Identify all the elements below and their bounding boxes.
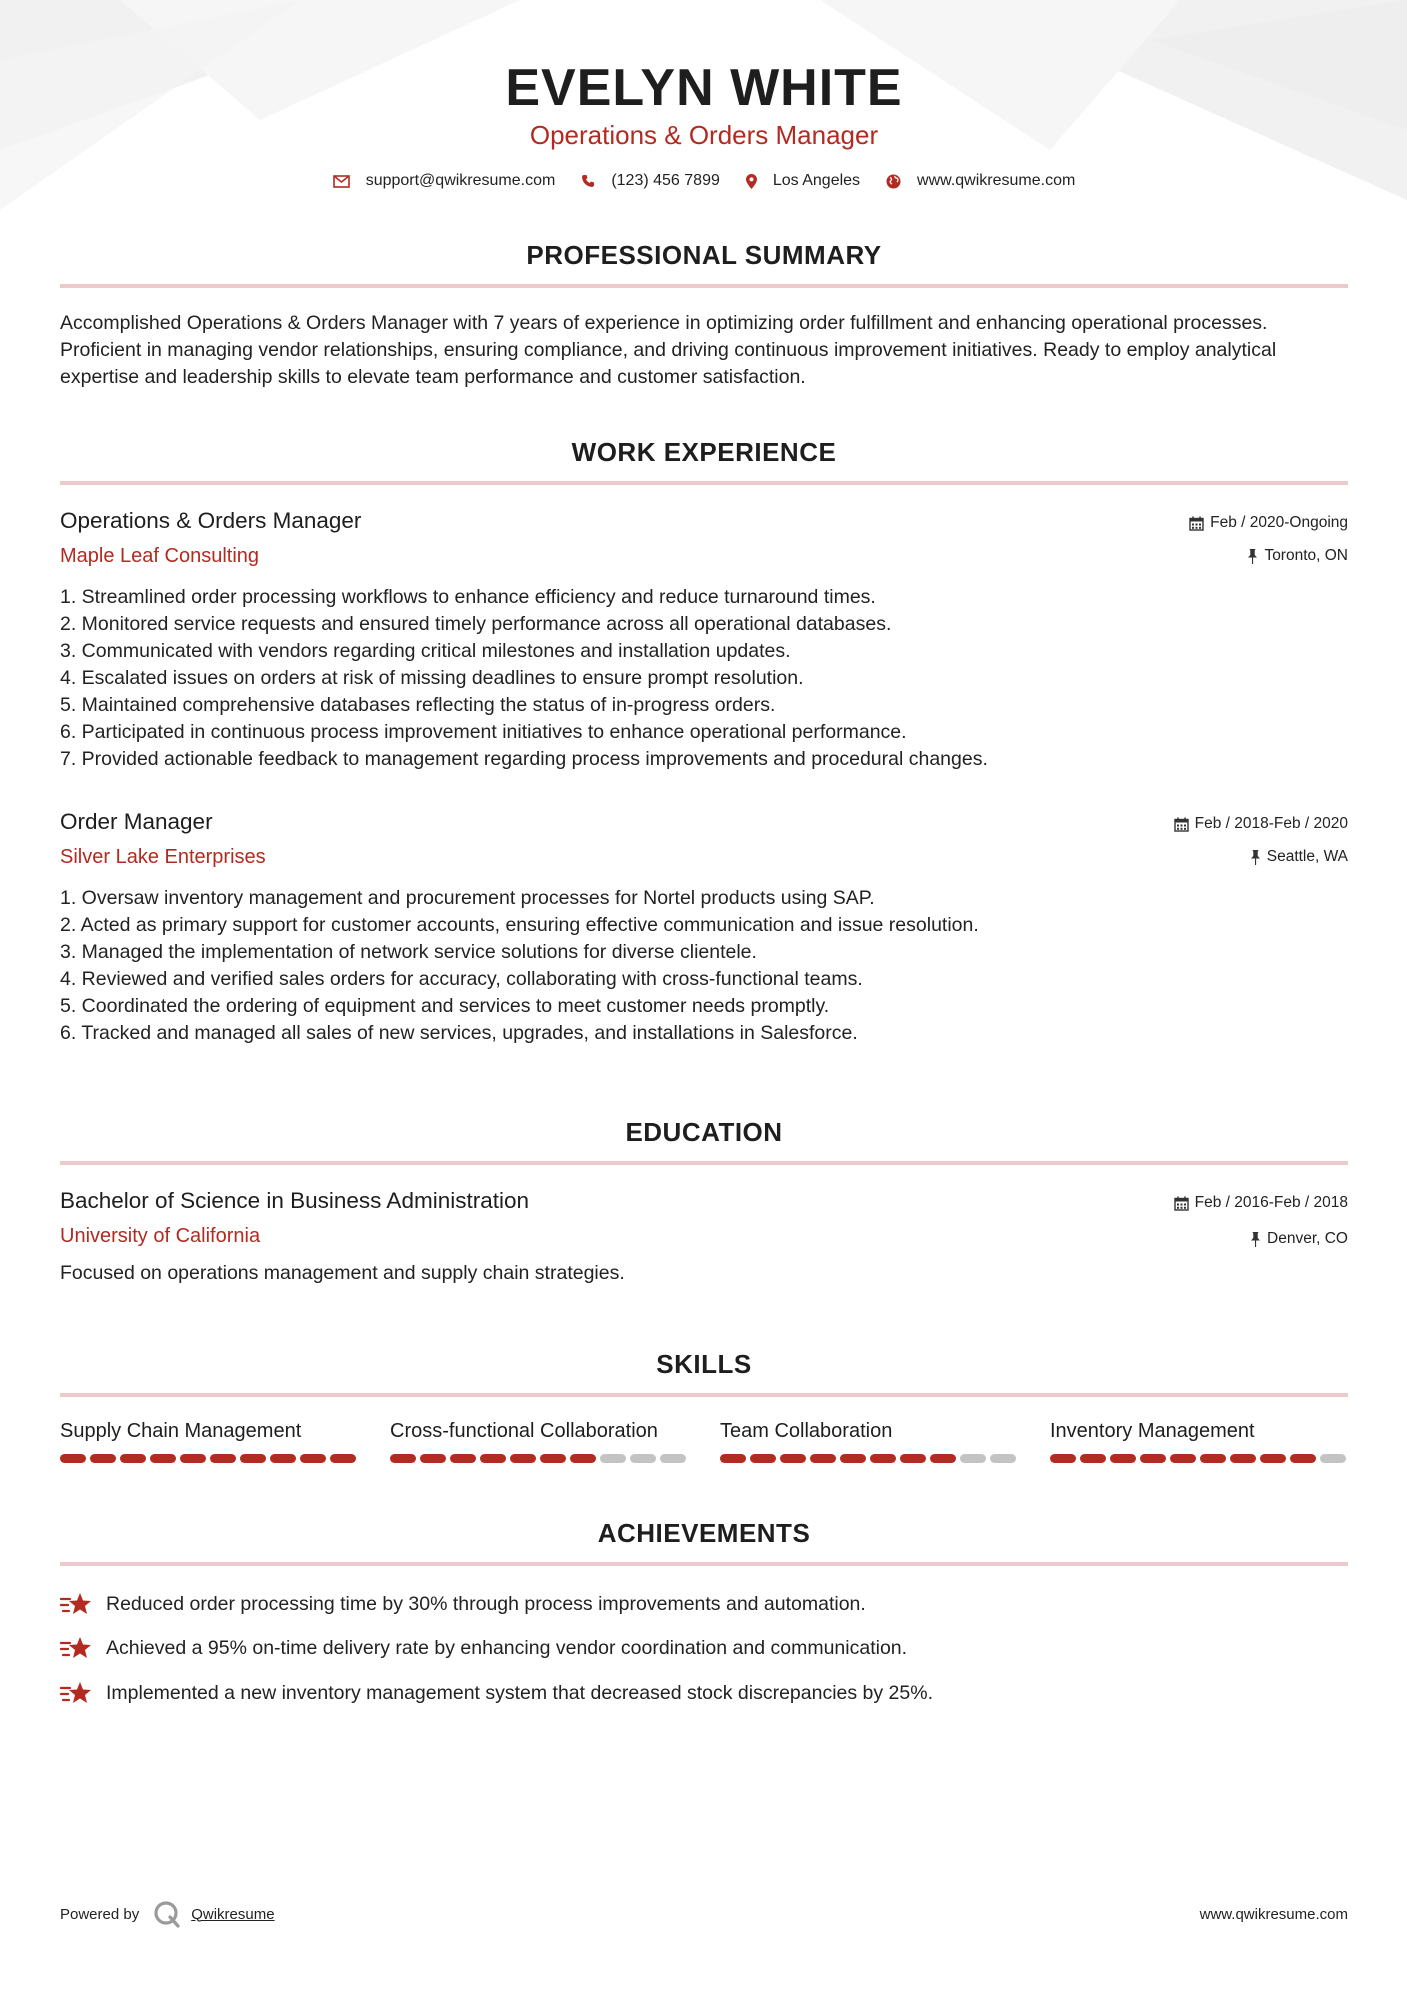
- achievement-text: Achieved a 95% on-time delivery rate by enhancing vendor coordination and communication.: [106, 1636, 908, 1659]
- qwikresume-logo-icon: [153, 1900, 181, 1928]
- globe-icon: [886, 174, 901, 189]
- education-location-text: Denver, CO: [1267, 1230, 1348, 1247]
- skill-segment-filled: [300, 1454, 326, 1463]
- skill-segment-filled: [870, 1454, 896, 1463]
- job-title: Operations & Orders Manager: [60, 508, 362, 533]
- skill-segment-filled: [1230, 1454, 1256, 1463]
- contact-location-text: Los Angeles: [772, 172, 861, 189]
- job-location: [1247, 547, 1348, 565]
- skill-name: Supply Chain Management: [60, 1420, 302, 1442]
- skill-segment-filled: [1050, 1454, 1076, 1463]
- skill-name: Cross-functional Collaboration: [390, 1420, 658, 1442]
- skill-segment-empty: [600, 1454, 626, 1463]
- candidate-title: Operations & Orders Manager: [529, 120, 879, 150]
- skill-segment-filled: [180, 1454, 206, 1463]
- skill-level-bar: [1050, 1454, 1350, 1463]
- skill-item: [720, 1420, 1020, 1443]
- contact-phone-text: (123) 456 7899: [611, 172, 720, 189]
- contact-bar: [60, 172, 1348, 190]
- skill-segment-filled: [720, 1454, 746, 1463]
- job-bullet: 6. Tracked and managed all sales of new services, upgrades, and installations in Salesforce.: [60, 1022, 858, 1044]
- phone-icon: [581, 174, 595, 188]
- skill-segment-filled: [1260, 1454, 1286, 1463]
- job-bullet: 4. Escalated issues on orders at risk of missing deadlines to ensure prompt resolution.: [60, 667, 804, 689]
- calendar-icon: [1174, 1196, 1189, 1211]
- skill-segment-filled: [930, 1454, 956, 1463]
- skill-segment-filled: [780, 1454, 806, 1463]
- job-location: [1250, 848, 1348, 866]
- skill-segment-filled: [270, 1454, 296, 1463]
- skill-segment-filled: [1200, 1454, 1226, 1463]
- skill-segment-filled: [60, 1454, 86, 1463]
- skill-segment-filled: [330, 1454, 356, 1463]
- education-location: [1250, 1230, 1348, 1248]
- candidate-name: EVELYN WHITE: [505, 59, 903, 117]
- skill-segment-filled: [90, 1454, 116, 1463]
- skill-item: [390, 1420, 690, 1443]
- job-date-text: Feb / 2020-Ongoing: [1210, 514, 1348, 531]
- education-school: University of California: [60, 1225, 261, 1247]
- skill-item: [1050, 1420, 1350, 1443]
- section-title-skills: SKILLS: [656, 1349, 752, 1379]
- shooting-star-icon: [60, 1591, 92, 1617]
- skill-segment-filled: [240, 1454, 266, 1463]
- footer-url[interactable]: www.qwikresume.com: [1199, 1906, 1348, 1923]
- job-bullet: 2. Monitored service requests and ensured timely performance across all operational databases.: [60, 613, 892, 635]
- skill-name: Team Collaboration: [720, 1420, 893, 1442]
- skill-segment-filled: [1140, 1454, 1166, 1463]
- contact-email[interactable]: [333, 172, 556, 190]
- education-degree: Bachelor of Science in Business Administration: [60, 1188, 529, 1213]
- job-company: Maple Leaf Consulting: [60, 545, 260, 567]
- skill-segment-filled: [840, 1454, 866, 1463]
- skill-name: Inventory Management: [1050, 1420, 1255, 1442]
- section-title-summary: PROFESSIONAL SUMMARY: [526, 240, 882, 270]
- job-bullet: 5. Coordinated the ordering of equipment and services to meet customer needs promptly.: [60, 995, 830, 1017]
- skill-segment-filled: [510, 1454, 536, 1463]
- qwikresume-brand-link[interactable]: Qwikresume: [191, 1905, 275, 1923]
- achievement-item: [60, 1680, 1348, 1706]
- skill-segment-empty: [960, 1454, 986, 1463]
- skill-segment-filled: [750, 1454, 776, 1463]
- contact-website[interactable]: [886, 172, 1075, 190]
- job-date-text: Feb / 2018-Feb / 2020: [1194, 815, 1348, 832]
- skill-segment-filled: [570, 1454, 596, 1463]
- job-bullet: 1. Oversaw inventory management and procurement processes for Nortel products using SAP.: [60, 887, 875, 909]
- map-pin-icon: [746, 174, 757, 189]
- pushpin-icon: [1250, 1232, 1261, 1247]
- shooting-star-icon: [60, 1635, 92, 1661]
- contact-phone[interactable]: [581, 172, 720, 190]
- contact-location: [746, 172, 860, 190]
- summary-text: Accomplished Operations & Orders Manager with 7 years of experience in optimizing order fulfillment and enhancing operational processes. Proficient in managing vendor relationships, ensuring compliance, and driving continuous improvement initiatives. Ready to employ analytical expertise and leadership skills to elevate team performance and customer satisfaction.: [60, 312, 1277, 388]
- skill-segment-filled: [1170, 1454, 1196, 1463]
- job-location-text: Toronto, ON: [1264, 547, 1348, 564]
- skill-level-bar: [390, 1454, 690, 1463]
- skill-segment-filled: [810, 1454, 836, 1463]
- skill-segment-filled: [1290, 1454, 1316, 1463]
- section-divider: [60, 1161, 1348, 1165]
- calendar-icon: [1174, 817, 1189, 832]
- job-date: [1189, 514, 1348, 532]
- skill-segment-filled: [450, 1454, 476, 1463]
- job-bullet: 6. Participated in continuous process improvement initiatives to enhance operational performance.: [60, 721, 907, 743]
- skill-segment-filled: [420, 1454, 446, 1463]
- achievement-text: Reduced order processing time by 30% through process improvements and automation.: [106, 1592, 866, 1615]
- section-title-education: EDUCATION: [625, 1117, 783, 1147]
- section-divider: [60, 481, 1348, 485]
- section-divider: [60, 1393, 1348, 1397]
- skill-segment-filled: [900, 1454, 926, 1463]
- pushpin-icon: [1250, 850, 1261, 865]
- skill-segment-empty: [990, 1454, 1016, 1463]
- calendar-icon: [1189, 516, 1204, 531]
- skill-segment-filled: [540, 1454, 566, 1463]
- section-title-experience: WORK EXPERIENCE: [571, 437, 837, 467]
- job-bullet: 1. Streamlined order processing workflows to enhance efficiency and reduce turnaround times.: [60, 586, 876, 608]
- skill-segment-empty: [630, 1454, 656, 1463]
- job-bullet: 4. Reviewed and verified sales orders for accuracy, collaborating with cross-functional teams.: [60, 968, 863, 990]
- achievement-item: [60, 1591, 1348, 1617]
- skill-level-bar: [60, 1454, 360, 1463]
- skill-segment-filled: [480, 1454, 506, 1463]
- job-company: Silver Lake Enterprises: [60, 846, 266, 868]
- job-bullets: [60, 885, 1348, 1047]
- footer-powered-by: [60, 1900, 275, 1928]
- envelope-icon: [333, 175, 350, 188]
- pushpin-icon: [1247, 549, 1258, 564]
- education-description: Focused on operations management and supply chain strategies.: [60, 1262, 625, 1284]
- skill-segment-filled: [1110, 1454, 1136, 1463]
- job-bullet: 3. Managed the implementation of network service solutions for diverse clientele.: [60, 941, 757, 963]
- skill-item: [60, 1420, 360, 1443]
- job-title: Order Manager: [60, 809, 213, 834]
- skill-segment-filled: [210, 1454, 236, 1463]
- skill-segment-empty: [1320, 1454, 1346, 1463]
- powered-by-label: Powered by: [60, 1905, 140, 1923]
- contact-email-text: support@qwikresume.com: [365, 172, 556, 189]
- skill-segment-filled: [1080, 1454, 1106, 1463]
- job-location-text: Seattle, WA: [1266, 848, 1348, 865]
- education-date: [1174, 1194, 1348, 1212]
- job-date: [1174, 815, 1348, 833]
- job-bullet: 7. Provided actionable feedback to management regarding process improvements and procedural changes.: [60, 748, 988, 770]
- job-bullet: 3. Communicated with vendors regarding critical milestones and installation updates.: [60, 640, 791, 662]
- achievement-text: Implemented a new inventory management system that decreased stock discrepancies by 25%.: [106, 1681, 934, 1704]
- skill-segment-empty: [660, 1454, 686, 1463]
- skill-segment-filled: [150, 1454, 176, 1463]
- section-divider: [60, 1562, 1348, 1566]
- shooting-star-icon: [60, 1680, 92, 1706]
- contact-website-text: www.qwikresume.com: [917, 172, 1076, 189]
- education-date-text: Feb / 2016-Feb / 2018: [1194, 1194, 1348, 1211]
- job-bullet: 2. Acted as primary support for customer accounts, ensuring effective communication and issue resolution.: [60, 914, 979, 936]
- skill-level-bar: [720, 1454, 1020, 1463]
- section-title-achievements: ACHIEVEMENTS: [597, 1518, 811, 1548]
- achievement-item: [60, 1635, 1348, 1661]
- job-bullet: 5. Maintained comprehensive databases reflecting the status of in-progress orders.: [60, 694, 776, 716]
- section-divider: [60, 284, 1348, 288]
- skill-segment-filled: [120, 1454, 146, 1463]
- skill-segment-filled: [390, 1454, 416, 1463]
- job-bullets: [60, 584, 1348, 773]
